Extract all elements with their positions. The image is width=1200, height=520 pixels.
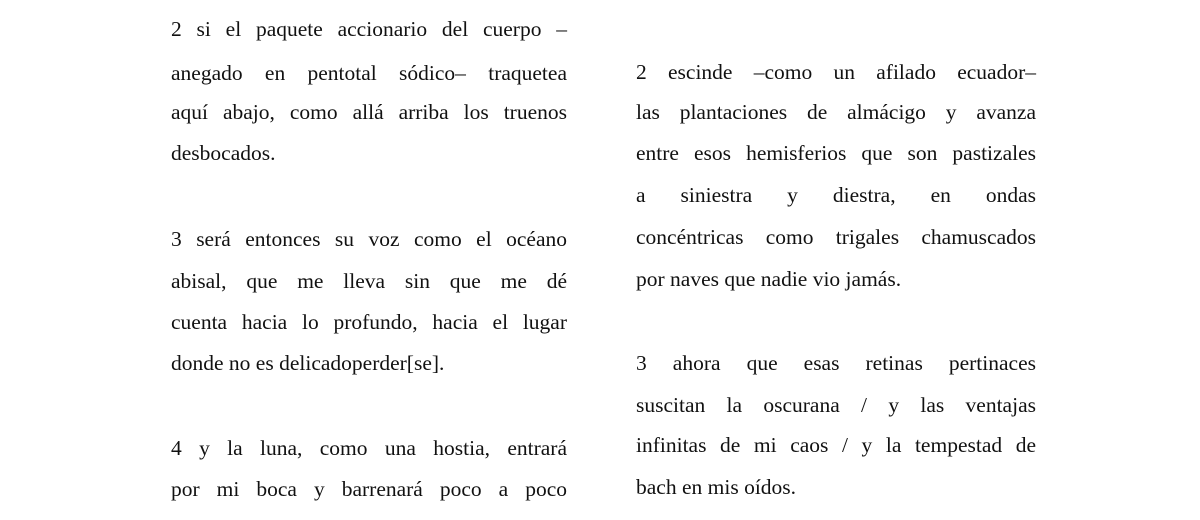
poem-line: 4 y la luna, como una hostia, entrará — [171, 436, 567, 460]
poem-line: concéntricas como trigales chamuscados — [636, 225, 1036, 249]
poem-line: entre esos hemisferios que son pastizales — [636, 141, 1036, 165]
poem-line: infinitas de mi caos / y la tempestad de — [636, 433, 1036, 457]
poem-line: 3 será entonces su voz como el océano — [171, 227, 567, 251]
poem-line: por mi boca y barrenará poco a poco — [171, 477, 567, 501]
poem-line: cuenta hacia lo profundo, hacia el lugar — [171, 310, 567, 334]
poem-line: aquí abajo, como allá arriba los truenos — [171, 100, 567, 124]
poem-line: anegado en pentotal sódico– traquetea — [171, 61, 567, 85]
poem-line: donde no es delicadoperder[se]. — [171, 351, 445, 375]
poem-line: las plantaciones de almácigo y avanza — [636, 100, 1036, 124]
poem-line: abisal, que me lleva sin que me dé — [171, 269, 567, 293]
poem-line: 3 ahora que esas retinas pertinaces — [636, 351, 1036, 375]
poem-line: a siniestra y diestra, en ondas — [636, 183, 1036, 207]
poem-line: 2 si el paquete accionario del cuerpo – — [171, 17, 567, 41]
poem-line: por naves que nadie vio jamás. — [636, 267, 902, 291]
poem-line: 2 escinde –como un afilado ecuador– — [636, 60, 1036, 84]
left-column — [171, 0, 567, 520]
poem-line: bach en mis oídos. — [636, 475, 797, 499]
right-column — [636, 0, 1036, 520]
poem-line: desbocados. — [171, 141, 276, 165]
poem-line: suscitan la oscurana / y las ventajas — [636, 393, 1036, 417]
